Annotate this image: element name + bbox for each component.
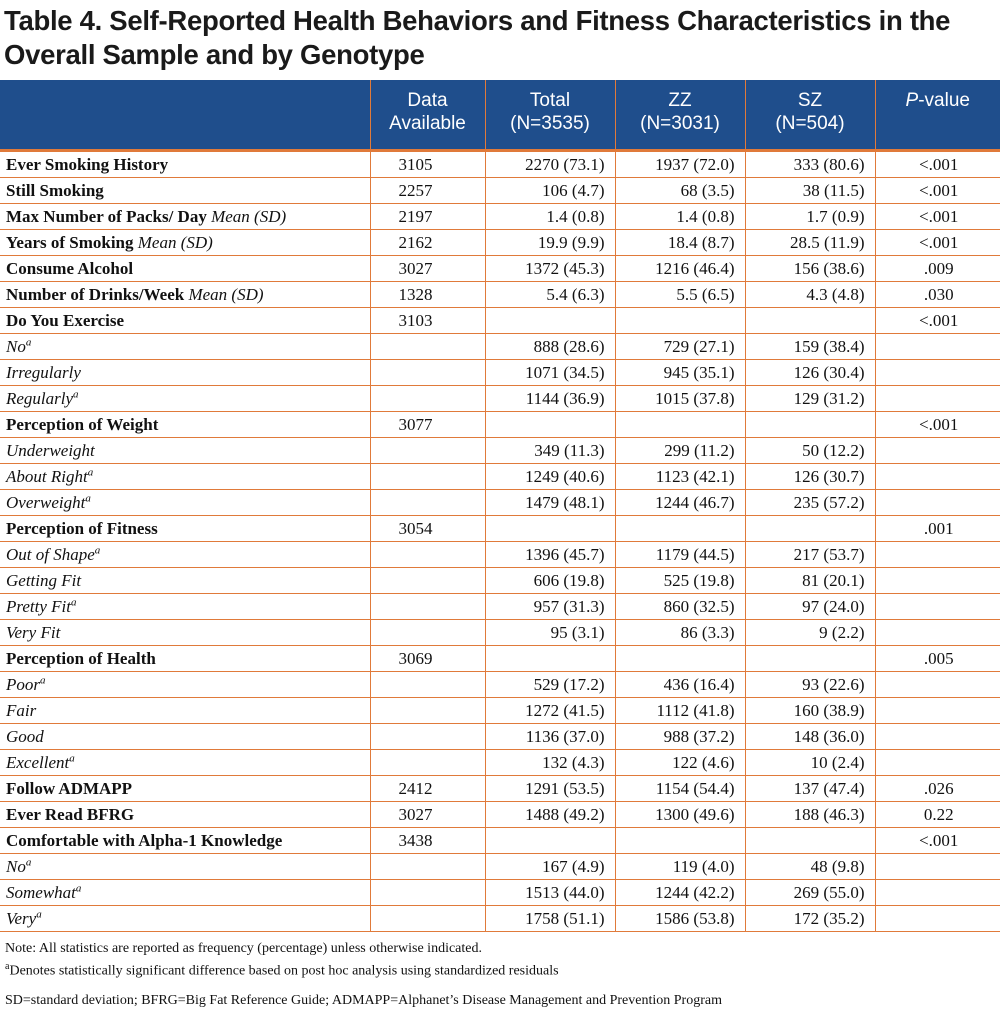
row-label bbox=[0, 542, 370, 568]
row-label-text: No bbox=[6, 337, 26, 356]
row-label-note: Mean (SD) bbox=[137, 233, 213, 252]
cell-total: 957 (31.3) bbox=[485, 594, 615, 620]
cell-total: 1272 (41.5) bbox=[485, 698, 615, 724]
cell-sz: 156 (38.6) bbox=[745, 256, 875, 282]
row-label-text: Ever Smoking History bbox=[6, 155, 169, 174]
cell-pvalue bbox=[875, 698, 1000, 724]
cell-total bbox=[485, 412, 615, 438]
row-label-sup: a bbox=[25, 856, 32, 869]
cell-zz: 1015 (37.8) bbox=[615, 386, 745, 412]
row-label-text: Still Smoking bbox=[6, 181, 104, 200]
cell-zz: 1216 (46.4) bbox=[615, 256, 745, 282]
row-label-sup: a bbox=[71, 596, 77, 609]
row-label-sup: a bbox=[94, 544, 101, 557]
row-label-text: Out of Shape bbox=[6, 545, 95, 564]
cell-zz: 525 (19.8) bbox=[615, 568, 745, 594]
cell-total: 1136 (37.0) bbox=[485, 724, 615, 750]
cell-data-available: 3054 bbox=[370, 516, 485, 542]
table-row bbox=[0, 906, 1000, 932]
header-label-blank bbox=[0, 80, 370, 151]
cell-pvalue: <.001 bbox=[875, 412, 1000, 438]
cell-zz: 1300 (49.6) bbox=[615, 802, 745, 828]
row-label bbox=[0, 438, 370, 464]
header-zz-line2: (N=3031) bbox=[640, 113, 720, 134]
row-label-sup: a bbox=[73, 388, 79, 401]
row-label-note: Mean (SD) bbox=[211, 207, 287, 226]
header-sz bbox=[745, 80, 875, 151]
row-label-text: Max Number of Packs/ Day bbox=[6, 207, 207, 226]
header-total-line2: (N=3535) bbox=[510, 113, 590, 134]
cell-sz: 160 (38.9) bbox=[745, 698, 875, 724]
cell-total: 1513 (44.0) bbox=[485, 880, 615, 906]
cell-sz: 10 (2.4) bbox=[745, 750, 875, 776]
row-label bbox=[0, 620, 370, 646]
row-label-sup: a bbox=[25, 336, 32, 349]
row-label bbox=[0, 282, 370, 308]
header-total bbox=[485, 80, 615, 151]
header-row bbox=[0, 80, 1000, 151]
row-label-text: Very Fit bbox=[6, 623, 61, 642]
cell-pvalue bbox=[875, 880, 1000, 906]
cell-total: 349 (11.3) bbox=[485, 438, 615, 464]
cell-pvalue bbox=[875, 672, 1000, 698]
row-label-text: Fair bbox=[6, 701, 37, 720]
cell-data-available: 3077 bbox=[370, 412, 485, 438]
row-label-note: Mean (SD) bbox=[188, 285, 264, 304]
cell-sz: 1.7 (0.9) bbox=[745, 204, 875, 230]
cell-total: 1479 (48.1) bbox=[485, 490, 615, 516]
cell-pvalue: <.001 bbox=[875, 204, 1000, 230]
cell-total: 1372 (45.3) bbox=[485, 256, 615, 282]
note-line-1: Note: All statistics are reported as frequency (percentage) unless otherwise indicated. bbox=[5, 941, 482, 956]
cell-data-available: 3027 bbox=[370, 802, 485, 828]
table-row bbox=[0, 230, 1000, 256]
cell-sz: 48 (9.8) bbox=[745, 854, 875, 880]
table-row bbox=[0, 151, 1000, 178]
cell-total: 1144 (36.9) bbox=[485, 386, 615, 412]
cell-data-available: 2162 bbox=[370, 230, 485, 256]
row-label bbox=[0, 750, 370, 776]
cell-pvalue bbox=[875, 334, 1000, 360]
row-label bbox=[0, 230, 370, 256]
row-label-sup: a bbox=[75, 882, 82, 895]
cell-data-available bbox=[370, 750, 485, 776]
row-label bbox=[0, 672, 370, 698]
cell-zz: 1586 (53.8) bbox=[615, 906, 745, 932]
row-label-sup: a bbox=[85, 492, 91, 505]
table-row bbox=[0, 490, 1000, 516]
cell-pvalue: .005 bbox=[875, 646, 1000, 672]
cell-data-available bbox=[370, 542, 485, 568]
header-sz-line2: (N=504) bbox=[775, 113, 845, 134]
cell-pvalue: .026 bbox=[875, 776, 1000, 802]
cell-pvalue: <.001 bbox=[875, 828, 1000, 854]
header-pvalue-p: P bbox=[905, 90, 919, 111]
table-row bbox=[0, 646, 1000, 672]
row-label-text: Pretty Fit bbox=[6, 597, 71, 616]
cell-sz: 81 (20.1) bbox=[745, 568, 875, 594]
header-sz-line1: SZ bbox=[797, 90, 823, 111]
cell-pvalue: <.001 bbox=[875, 178, 1000, 204]
cell-sz: 235 (57.2) bbox=[745, 490, 875, 516]
cell-data-available bbox=[370, 620, 485, 646]
cell-zz: 988 (37.2) bbox=[615, 724, 745, 750]
table-row bbox=[0, 880, 1000, 906]
table-row bbox=[0, 334, 1000, 360]
cell-data-available bbox=[370, 854, 485, 880]
header-pvalue bbox=[875, 80, 1000, 151]
cell-zz: 1154 (54.4) bbox=[615, 776, 745, 802]
cell-data-available: 2197 bbox=[370, 204, 485, 230]
results-table bbox=[0, 80, 1000, 932]
row-label-sup: a bbox=[40, 674, 46, 687]
cell-pvalue bbox=[875, 438, 1000, 464]
table-row bbox=[0, 178, 1000, 204]
cell-total: 2270 (73.1) bbox=[485, 151, 615, 178]
header-zz-line1: ZZ bbox=[668, 90, 692, 111]
row-label-text: Do You Exercise bbox=[6, 311, 125, 330]
cell-total: 1488 (49.2) bbox=[485, 802, 615, 828]
row-label bbox=[0, 151, 370, 178]
cell-zz: 18.4 (8.7) bbox=[615, 230, 745, 256]
table-row bbox=[0, 360, 1000, 386]
table-row bbox=[0, 204, 1000, 230]
cell-data-available bbox=[370, 360, 485, 386]
cell-total: 529 (17.2) bbox=[485, 672, 615, 698]
row-label bbox=[0, 776, 370, 802]
cell-total: 1291 (53.5) bbox=[485, 776, 615, 802]
row-label-text: Perception of Weight bbox=[6, 415, 159, 434]
table-row bbox=[0, 386, 1000, 412]
cell-pvalue bbox=[875, 360, 1000, 386]
table-row bbox=[0, 724, 1000, 750]
table-row bbox=[0, 854, 1000, 880]
cell-pvalue: <.001 bbox=[875, 308, 1000, 334]
cell-data-available: 3069 bbox=[370, 646, 485, 672]
cell-zz: 1.4 (0.8) bbox=[615, 204, 745, 230]
row-label bbox=[0, 516, 370, 542]
row-label bbox=[0, 854, 370, 880]
cell-total: 1758 (51.1) bbox=[485, 906, 615, 932]
cell-data-available: 1328 bbox=[370, 282, 485, 308]
cell-data-available bbox=[370, 568, 485, 594]
table-row bbox=[0, 438, 1000, 464]
cell-zz: 945 (35.1) bbox=[615, 360, 745, 386]
cell-data-available bbox=[370, 906, 485, 932]
row-label-text: Comfortable with Alpha-1 Knowledge bbox=[6, 831, 283, 850]
cell-pvalue bbox=[875, 724, 1000, 750]
cell-zz: 1123 (42.1) bbox=[615, 464, 745, 490]
table-row bbox=[0, 828, 1000, 854]
cell-total bbox=[485, 828, 615, 854]
row-label-sup: a bbox=[36, 908, 42, 921]
cell-sz: 333 (80.6) bbox=[745, 151, 875, 178]
cell-zz: 119 (4.0) bbox=[615, 854, 745, 880]
cell-data-available bbox=[370, 386, 485, 412]
row-label-text: Getting Fit bbox=[6, 571, 82, 590]
row-label-text: No bbox=[6, 857, 26, 876]
table-row bbox=[0, 464, 1000, 490]
cell-zz: 1244 (46.7) bbox=[615, 490, 745, 516]
table-row bbox=[0, 516, 1000, 542]
header-total-line1: Total bbox=[529, 90, 571, 111]
table-row bbox=[0, 568, 1000, 594]
row-label-text: Perception of Fitness bbox=[6, 519, 158, 538]
cell-zz: 1937 (72.0) bbox=[615, 151, 745, 178]
row-label-text: Poor bbox=[6, 675, 40, 694]
row-label-text: Years of Smoking bbox=[6, 233, 134, 252]
cell-data-available: 3027 bbox=[370, 256, 485, 282]
cell-pvalue bbox=[875, 386, 1000, 412]
cell-zz: 68 (3.5) bbox=[615, 178, 745, 204]
table-row bbox=[0, 802, 1000, 828]
header-data-available bbox=[370, 80, 485, 151]
row-label bbox=[0, 880, 370, 906]
cell-pvalue bbox=[875, 854, 1000, 880]
cell-total: 606 (19.8) bbox=[485, 568, 615, 594]
cell-data-available bbox=[370, 594, 485, 620]
row-label bbox=[0, 334, 370, 360]
row-label bbox=[0, 802, 370, 828]
cell-sz bbox=[745, 308, 875, 334]
cell-total: 167 (4.9) bbox=[485, 854, 615, 880]
cell-sz: 50 (12.2) bbox=[745, 438, 875, 464]
row-label bbox=[0, 178, 370, 204]
cell-zz: 1112 (41.8) bbox=[615, 698, 745, 724]
row-label bbox=[0, 490, 370, 516]
cell-pvalue: .030 bbox=[875, 282, 1000, 308]
row-label-text: Good bbox=[6, 727, 44, 746]
cell-zz: 86 (3.3) bbox=[615, 620, 745, 646]
row-label bbox=[0, 256, 370, 282]
cell-sz: 28.5 (11.9) bbox=[745, 230, 875, 256]
cell-total: 95 (3.1) bbox=[485, 620, 615, 646]
cell-zz: 860 (32.5) bbox=[615, 594, 745, 620]
table-row bbox=[0, 542, 1000, 568]
cell-sz: 4.3 (4.8) bbox=[745, 282, 875, 308]
cell-data-available bbox=[370, 724, 485, 750]
note-line-2-text: Denotes statistically significant difference based on post hoc analysis using standardized residuals bbox=[9, 963, 559, 979]
cell-zz: 1244 (42.2) bbox=[615, 880, 745, 906]
cell-total bbox=[485, 646, 615, 672]
cell-pvalue: <.001 bbox=[875, 230, 1000, 256]
cell-data-available: 3438 bbox=[370, 828, 485, 854]
table-row bbox=[0, 412, 1000, 438]
row-label-text: Follow ADMAPP bbox=[6, 779, 133, 798]
row-label bbox=[0, 464, 370, 490]
cell-sz: 137 (47.4) bbox=[745, 776, 875, 802]
cell-total: 1396 (45.7) bbox=[485, 542, 615, 568]
cell-zz bbox=[615, 828, 745, 854]
cell-pvalue: <.001 bbox=[875, 151, 1000, 178]
cell-total: 1249 (40.6) bbox=[485, 464, 615, 490]
table-row bbox=[0, 256, 1000, 282]
cell-pvalue: .009 bbox=[875, 256, 1000, 282]
cell-data-available: 3103 bbox=[370, 308, 485, 334]
cell-sz: 126 (30.4) bbox=[745, 360, 875, 386]
cell-data-available bbox=[370, 490, 485, 516]
table-row bbox=[0, 594, 1000, 620]
cell-data-available bbox=[370, 698, 485, 724]
cell-data-available bbox=[370, 334, 485, 360]
cell-pvalue: 0.22 bbox=[875, 802, 1000, 828]
cell-sz: 9 (2.2) bbox=[745, 620, 875, 646]
row-label-text: Underweight bbox=[6, 441, 95, 460]
table-row bbox=[0, 672, 1000, 698]
cell-pvalue bbox=[875, 568, 1000, 594]
table-row bbox=[0, 750, 1000, 776]
cell-sz: 126 (30.7) bbox=[745, 464, 875, 490]
cell-sz: 269 (55.0) bbox=[745, 880, 875, 906]
cell-zz: 1179 (44.5) bbox=[615, 542, 745, 568]
row-label bbox=[0, 568, 370, 594]
cell-sz: 148 (36.0) bbox=[745, 724, 875, 750]
row-label-text: Regularly bbox=[6, 389, 74, 408]
table-row bbox=[0, 282, 1000, 308]
table-title: Table 4. Self-Reported Health Behaviors and Fitness Characteristics in the Overall Sample and by Genotype bbox=[4, 5, 951, 70]
cell-zz: 5.5 (6.5) bbox=[615, 282, 745, 308]
cell-sz: 93 (22.6) bbox=[745, 672, 875, 698]
header-data-available-line1: Data bbox=[407, 90, 448, 111]
header-zz bbox=[615, 80, 745, 151]
cell-pvalue: .001 bbox=[875, 516, 1000, 542]
cell-data-available: 3105 bbox=[370, 151, 485, 178]
row-label bbox=[0, 308, 370, 334]
row-label bbox=[0, 906, 370, 932]
row-label-text: Somewhat bbox=[6, 883, 76, 902]
cell-zz: 299 (11.2) bbox=[615, 438, 745, 464]
abbreviations-note: SD=standard deviation; BFRG=Big Fat Reference Guide; ADMAPP=Alphanet’s Disease Management and Prevention Program bbox=[5, 993, 722, 1008]
cell-sz: 38 (11.5) bbox=[745, 178, 875, 204]
row-label-text: About Right bbox=[6, 467, 88, 486]
row-label bbox=[0, 724, 370, 750]
note-line-2-sup: a bbox=[5, 961, 10, 972]
header-data-available-line2: Available bbox=[389, 113, 466, 134]
row-label-text: Ever Read BFRG bbox=[6, 805, 135, 824]
cell-sz bbox=[745, 646, 875, 672]
table-row bbox=[0, 308, 1000, 334]
row-label bbox=[0, 386, 370, 412]
cell-sz bbox=[745, 828, 875, 854]
row-label bbox=[0, 594, 370, 620]
cell-data-available: 2257 bbox=[370, 178, 485, 204]
row-label-text: Irregularly bbox=[6, 363, 81, 382]
cell-total: 106 (4.7) bbox=[485, 178, 615, 204]
header-pvalue-rest: -value bbox=[918, 90, 970, 111]
cell-total bbox=[485, 308, 615, 334]
cell-pvalue bbox=[875, 490, 1000, 516]
row-label-text: Overweight bbox=[6, 493, 86, 512]
cell-zz: 122 (4.6) bbox=[615, 750, 745, 776]
row-label bbox=[0, 698, 370, 724]
cell-total: 19.9 (9.9) bbox=[485, 230, 615, 256]
cell-sz: 188 (46.3) bbox=[745, 802, 875, 828]
row-label-text: Number of Drinks/Week bbox=[6, 285, 185, 304]
table-row bbox=[0, 698, 1000, 724]
row-label-text: Consume Alcohol bbox=[6, 259, 134, 278]
cell-pvalue bbox=[875, 464, 1000, 490]
row-label bbox=[0, 646, 370, 672]
row-label bbox=[0, 360, 370, 386]
cell-total bbox=[485, 516, 615, 542]
cell-total: 1.4 (0.8) bbox=[485, 204, 615, 230]
row-label-sup: a bbox=[69, 752, 75, 765]
cell-sz: 172 (35.2) bbox=[745, 906, 875, 932]
cell-data-available: 2412 bbox=[370, 776, 485, 802]
cell-zz: 436 (16.4) bbox=[615, 672, 745, 698]
cell-total: 888 (28.6) bbox=[485, 334, 615, 360]
cell-pvalue bbox=[875, 906, 1000, 932]
table-notes bbox=[5, 940, 995, 981]
row-label bbox=[0, 412, 370, 438]
row-label-text: Excellent bbox=[6, 753, 70, 772]
cell-sz bbox=[745, 516, 875, 542]
row-label-text: Perception of Health bbox=[6, 649, 156, 668]
cell-total: 132 (4.3) bbox=[485, 750, 615, 776]
cell-sz: 217 (53.7) bbox=[745, 542, 875, 568]
cell-sz: 97 (24.0) bbox=[745, 594, 875, 620]
row-label bbox=[0, 204, 370, 230]
cell-pvalue bbox=[875, 542, 1000, 568]
cell-pvalue bbox=[875, 750, 1000, 776]
cell-zz: 729 (27.1) bbox=[615, 334, 745, 360]
table-row bbox=[0, 620, 1000, 646]
cell-sz: 159 (38.4) bbox=[745, 334, 875, 360]
cell-zz bbox=[615, 308, 745, 334]
row-label-sup: a bbox=[87, 466, 94, 479]
table-row bbox=[0, 776, 1000, 802]
cell-total: 1071 (34.5) bbox=[485, 360, 615, 386]
cell-sz: 129 (31.2) bbox=[745, 386, 875, 412]
note-line-2 bbox=[5, 958, 995, 981]
cell-pvalue bbox=[875, 620, 1000, 646]
cell-pvalue bbox=[875, 594, 1000, 620]
cell-zz bbox=[615, 412, 745, 438]
cell-zz bbox=[615, 516, 745, 542]
cell-data-available bbox=[370, 672, 485, 698]
cell-data-available bbox=[370, 464, 485, 490]
row-label-text: Very bbox=[6, 909, 37, 928]
cell-sz bbox=[745, 412, 875, 438]
cell-zz bbox=[615, 646, 745, 672]
row-label bbox=[0, 828, 370, 854]
cell-total: 5.4 (6.3) bbox=[485, 282, 615, 308]
cell-data-available bbox=[370, 880, 485, 906]
cell-data-available bbox=[370, 438, 485, 464]
